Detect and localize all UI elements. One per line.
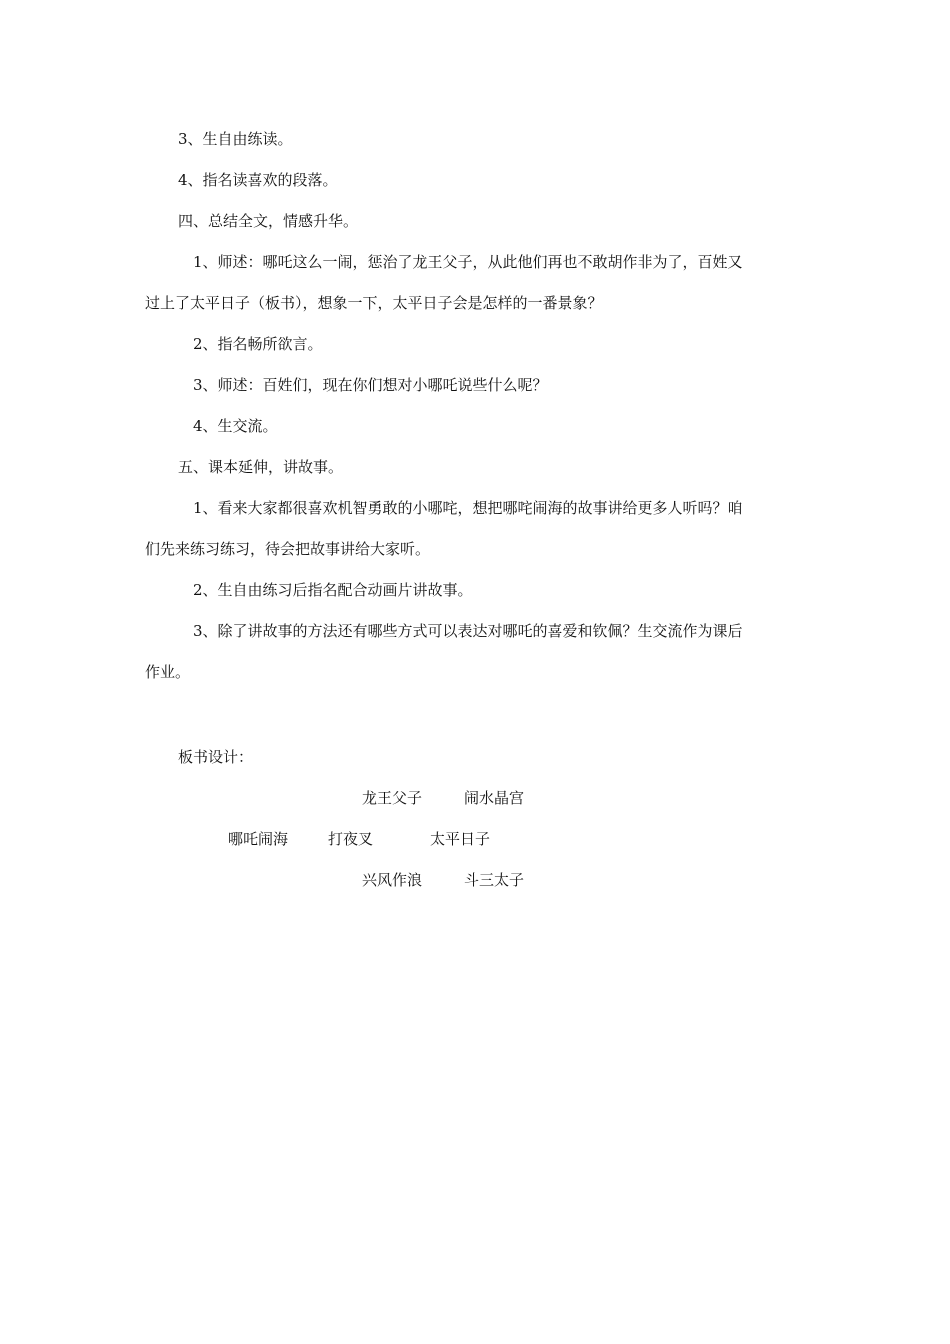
board-item: 太平日子 bbox=[430, 830, 491, 848]
board-item: 打夜叉 bbox=[328, 830, 374, 848]
paragraph: 2、生自由练习后指名配合动画片讲故事。 bbox=[193, 581, 473, 599]
paragraph-continuation: 作业。 bbox=[145, 663, 191, 681]
paragraph: 1、看来大家都很喜欢机智勇敢的小哪咤，想把哪咤闹海的故事讲给更多人听吗？咱 bbox=[193, 499, 743, 517]
paragraph: 2、指名畅所欲言。 bbox=[193, 335, 323, 353]
paragraph-continuation: 过上了太平日子（板书），想象一下，太平日子会是怎样的一番景象？ bbox=[145, 294, 603, 312]
board-item: 兴风作浪 bbox=[362, 871, 423, 889]
paragraph: 3、生自由练读。 bbox=[178, 130, 293, 148]
board-item: 斗三太子 bbox=[464, 871, 525, 889]
paragraph-continuation: 们先来练习练习，待会把故事讲给大家听。 bbox=[145, 540, 431, 558]
board-center: 哪吒闹海 bbox=[228, 830, 289, 848]
board-item: 闹水晶宫 bbox=[464, 789, 525, 807]
paragraph: 3、师述：百姓们，现在你们想对小哪吒说些什么呢？ bbox=[193, 376, 548, 394]
board-item: 龙王父子 bbox=[362, 789, 423, 807]
paragraph: 4、生交流。 bbox=[193, 417, 278, 435]
section-heading: 五、课本延伸，讲故事。 bbox=[178, 458, 344, 476]
section-heading: 四、总结全文，情感升华。 bbox=[178, 212, 359, 230]
paragraph: 3、除了讲故事的方法还有哪些方式可以表达对哪吒的喜爱和钦佩？生交流作为课后 bbox=[193, 622, 743, 640]
paragraph: 1、师述：哪吒这么一闹，惩治了龙王父子，从此他们再也不敢胡作非为了，百姓又 bbox=[193, 253, 743, 271]
paragraph: 4、指名读喜欢的段落。 bbox=[178, 171, 338, 189]
board-heading: 板书设计： bbox=[178, 748, 254, 766]
